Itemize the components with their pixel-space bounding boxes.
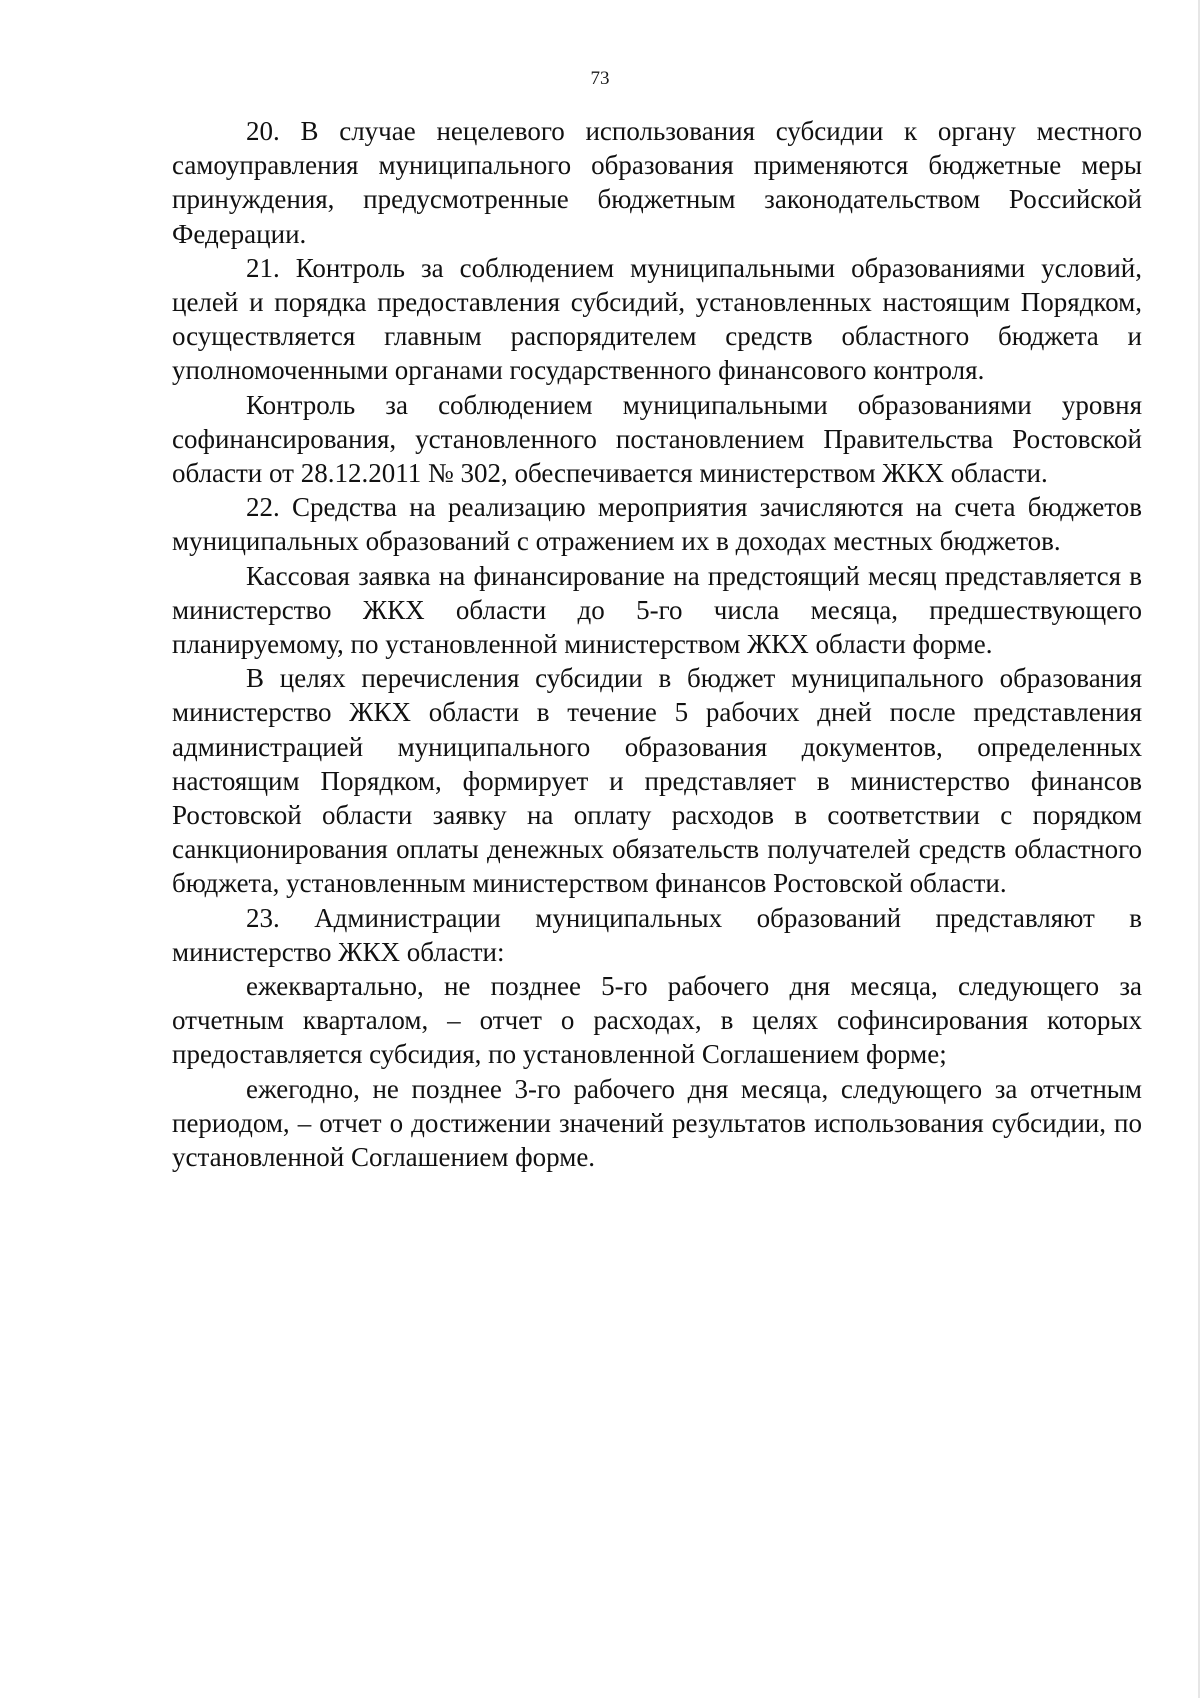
paragraph-22-subsidy-transfer: В целях перечисления субсидии в бюджет муниципального образования министерство ЖКХ области в течение 5 рабочих дней после представления администрацией муниципального образования документов, определенных настоящим Порядком, формирует и представляет в министерство финансов Ростовской области заявку на оплату расходов в соответствии с порядком санкционирования оплаты денежных обязательств получателей средств областного бюджета, установленным министерством финансов Ростовской области.: [172, 663, 1142, 899]
document-body: [172, 114, 1142, 1174]
paragraph-21-cofinancing-control: Контроль за соблюдением муниципальными образованиями уровня софинансирования, установленного постановлением Правительства Ростовской области от 28.12.2011 № 302, обеспечивается министерством ЖКХ области.: [172, 389, 1142, 489]
paragraph-23-annual-report: ежегодно, не позднее 3-го рабочего дня месяца, следующего за отчетным периодом, – отчет о достижении значений результатов использования субсидии, по установленной Соглашением форме.: [172, 1073, 1142, 1173]
page-number: 73: [590, 68, 610, 89]
paragraph-21: 21. Контроль за соблюдением муниципальными образованиями условий, целей и порядка предоставления субсидий, установленных настоящим Порядком, осуществляется главным распорядителем средств областного бюджета и уполномоченными органами государственного финансового контроля.: [172, 252, 1142, 386]
paragraph-20: 20. В случае нецелевого использования субсидии к органу местного самоуправления муниципального образования применяются бюджетные меры принуждения, предусмотренные бюджетным законодательством Российской Федерации.: [172, 116, 1142, 249]
paragraph-23: 23. Администрации муниципальных образований представляют в министерство ЖКХ области:: [172, 902, 1142, 967]
paragraph-23-quarterly-report: ежеквартально, не позднее 5-го рабочего дня месяца, следующего за отчетным кварталом, – отчет о расходах, в целях софинсирования которых предоставляется субсидия, по установленной Соглашением форме;: [172, 971, 1142, 1070]
paragraph-22: 22. Средства на реализацию мероприятия зачисляются на счета бюджетов муниципальных образований с отражением их в доходах местных бюджетов.: [172, 492, 1142, 557]
paragraph-22-cash-request: Кассовая заявка на финансирование на предстоящий месяц представляется в министерство ЖКХ области до 5-го числа месяца, предшествующего планируемому, по установленной министерством ЖКХ области форме.: [172, 560, 1142, 660]
